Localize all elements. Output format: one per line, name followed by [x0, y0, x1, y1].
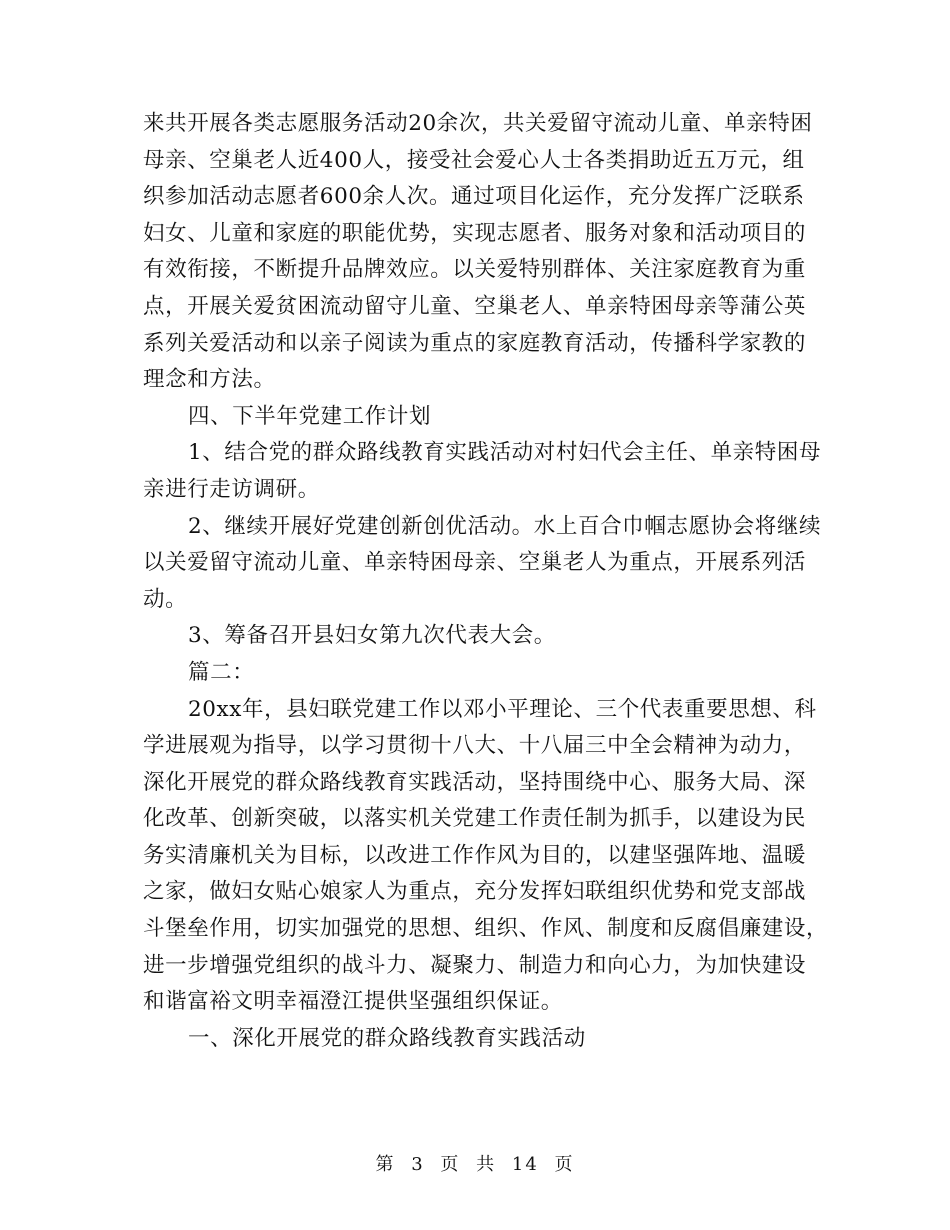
text-line: 动。: [143, 586, 188, 612]
text-line: 以关爱留守流动儿童、单亲特困母亲、空巢老人为重点，开展系列活: [143, 550, 807, 576]
text-line: 3、筹备召开县妇女第九次代表大会。: [188, 623, 556, 649]
text-line: 点，开展关爱贫困流动留守儿童、空巢老人、单亲特困母亲等蒲公英: [143, 293, 807, 319]
text-line: 斗堡垒作用，切实加强党的思想、组织、作风、制度和反腐倡廉建设，: [143, 916, 829, 942]
text-line: 务实清廉机关为目标，以改进工作作风为目的，以建坚强阵地、温暖: [143, 842, 807, 868]
footer-label-page: 第: [375, 1154, 396, 1175]
text-line: 理念和方法。: [143, 367, 276, 393]
footer-label-ye-end: 页: [554, 1154, 575, 1175]
footer-current-page: 3: [411, 1154, 425, 1175]
text-line: 来共开展各类志愿服务活动20余次，共关爱留守流动儿童、单亲特困: [143, 111, 813, 136]
text-line: 之家，做妇女贴心娘家人为重点，充分发挥妇联组织优势和党支部战: [143, 879, 807, 905]
footer-label-ye: 页: [440, 1154, 461, 1175]
document-body: [143, 106, 829, 1057]
text-line: 2、继续开展好党建创新创优活动。水上百合巾帼志愿协会将继续: [188, 513, 822, 539]
text-line: 和谐富裕文明幸福澄江提供坚强组织保证。: [143, 989, 563, 1015]
page-footer: [0, 1150, 950, 1176]
text-line: 亲进行走访调研。: [143, 476, 320, 502]
text-line: 学进展观为指导，以学习贯彻十八大、十八届三中全会精神为动力，: [143, 733, 807, 759]
text-line: 有效衔接，不断提升品牌效应。以关爱特别群体、关注家庭教育为重: [143, 257, 807, 283]
text-line: 四、下半年党建工作计划: [188, 403, 432, 429]
footer-label-total: 共: [476, 1154, 497, 1175]
text-line: 化改革、创新突破，以落实机关党建工作责任制为抓手，以建设为民: [143, 806, 807, 832]
text-line: 系列关爱活动和以亲子阅读为重点的家庭教育活动，传播科学家教的: [143, 330, 807, 356]
text-line: 深化开展党的群众路线教育实践活动，坚持围绕中心、服务大局、深: [143, 769, 807, 795]
text-line: 篇二：: [188, 659, 255, 685]
text-line: 20xx年，县妇联党建工作以邓小平理论、三个代表重要思想、科: [188, 696, 817, 722]
text-line: 1、结合党的群众路线教育实践活动对村妇代会主任、单亲特困母: [188, 440, 822, 466]
text-line: 织参加活动志愿者600余人次。通过项目化运作，充分发挥广泛联系: [143, 184, 805, 210]
text-line: 母亲、空巢老人近400人，接受社会爱心人士各类捐助近五万元，组: [143, 147, 805, 173]
text-line: 妇女、儿童和家庭的职能优势，实现志愿者、服务对象和活动项目的: [143, 220, 807, 246]
text-line: 进一步增强党组织的战斗力、凝聚力、制造力和向心力，为加快建设: [143, 952, 807, 978]
text-line: 一、深化开展党的群众路线教育实践活动: [188, 1025, 586, 1051]
footer-total-pages: 14: [511, 1154, 539, 1175]
